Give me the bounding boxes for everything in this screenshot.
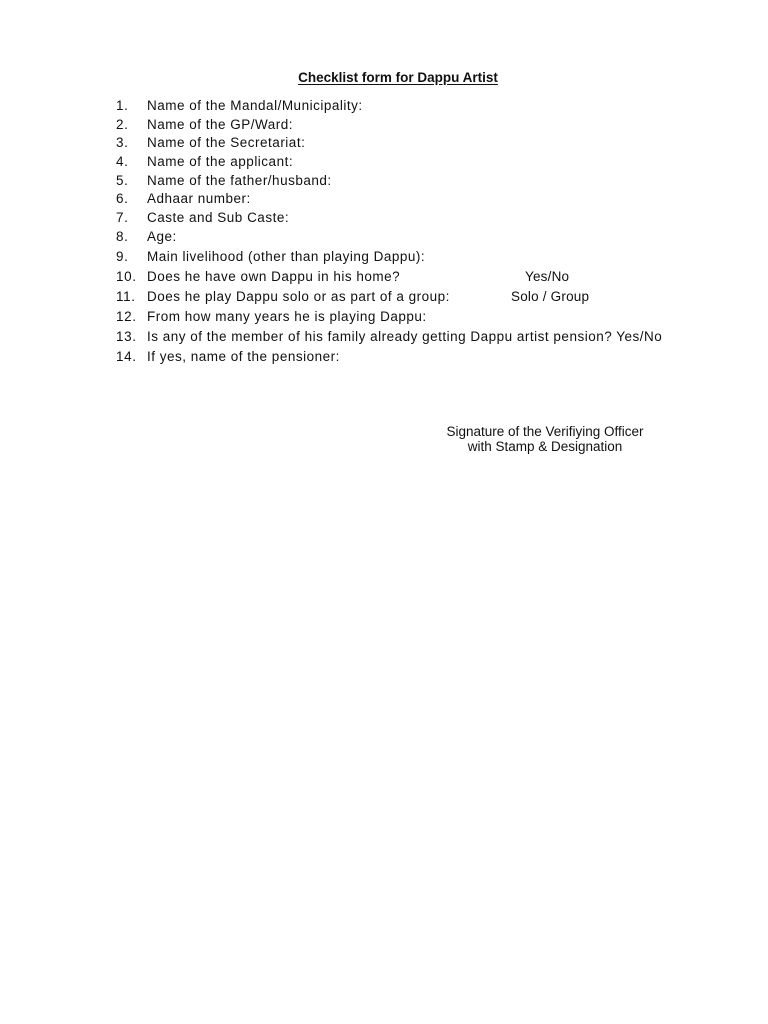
checklist-item	[116, 247, 756, 267]
checklist-item	[116, 347, 756, 367]
checklist-item	[116, 327, 756, 347]
item-number: 10.	[116, 268, 137, 284]
item-text: Name of the father/husband:	[147, 172, 332, 188]
checklist-item	[116, 190, 756, 209]
item-number: 14.	[116, 349, 137, 365]
checklist-item	[116, 97, 756, 116]
item-text: From how many years he is playing Dappu:	[147, 309, 427, 325]
item-number: 7.	[116, 210, 129, 226]
checklist-item	[116, 116, 756, 135]
item-number: 13.	[116, 329, 137, 345]
item-text: Does he have own Dappu in his home?	[147, 268, 401, 284]
signature-subline: with Stamp & Designation	[467, 439, 623, 454]
checklist-item	[116, 153, 756, 172]
checklist-item	[116, 209, 756, 228]
item-number: 1.	[116, 98, 129, 113]
checklist-item	[116, 228, 756, 247]
checklist-item	[116, 172, 756, 191]
item-number: 12.	[116, 309, 137, 325]
checklist-item	[116, 267, 756, 287]
item-text: Name of the Secretariat:	[147, 135, 306, 151]
checklist	[116, 97, 756, 368]
item-text: Main livelihood (other than playing Dappu):	[147, 248, 426, 264]
item-number: 8.	[116, 228, 129, 244]
item-number: 6.	[116, 191, 129, 207]
item-text: Name of the applicant:	[147, 154, 294, 170]
item-text: Name of the GP/Ward:	[147, 116, 294, 132]
item-text: If yes, name of the pensioner:	[147, 349, 340, 365]
item-text: Adhaar number:	[147, 191, 251, 207]
item-number: 4.	[116, 154, 129, 170]
item-answer-options: Solo / Group	[511, 288, 590, 304]
item-number: 5.	[116, 172, 129, 188]
item-number: 11.	[116, 288, 136, 304]
checklist-item	[116, 307, 756, 327]
item-text: Age:	[147, 228, 177, 244]
item-number: 9.	[116, 248, 129, 264]
item-number: 3.	[116, 135, 129, 151]
item-number: 2.	[116, 116, 129, 132]
item-text: Is any of the member of his family already getting Dappu artist pension? Yes/No	[147, 329, 663, 345]
item-text: Caste and Sub Caste:	[147, 210, 290, 226]
item-answer-options: Yes/No	[525, 268, 570, 284]
item-text: Name of the Mandal/Municipality:	[147, 98, 363, 113]
item-text: Does he play Dappu solo or as part of a group:	[147, 288, 450, 304]
checklist-item	[116, 287, 756, 307]
checklist-item	[116, 134, 756, 153]
document-title: Checklist form for Dappu Artist	[298, 70, 498, 85]
signature-block	[430, 424, 660, 454]
signature-line: Signature of the Verifiying Officer	[446, 424, 644, 439]
